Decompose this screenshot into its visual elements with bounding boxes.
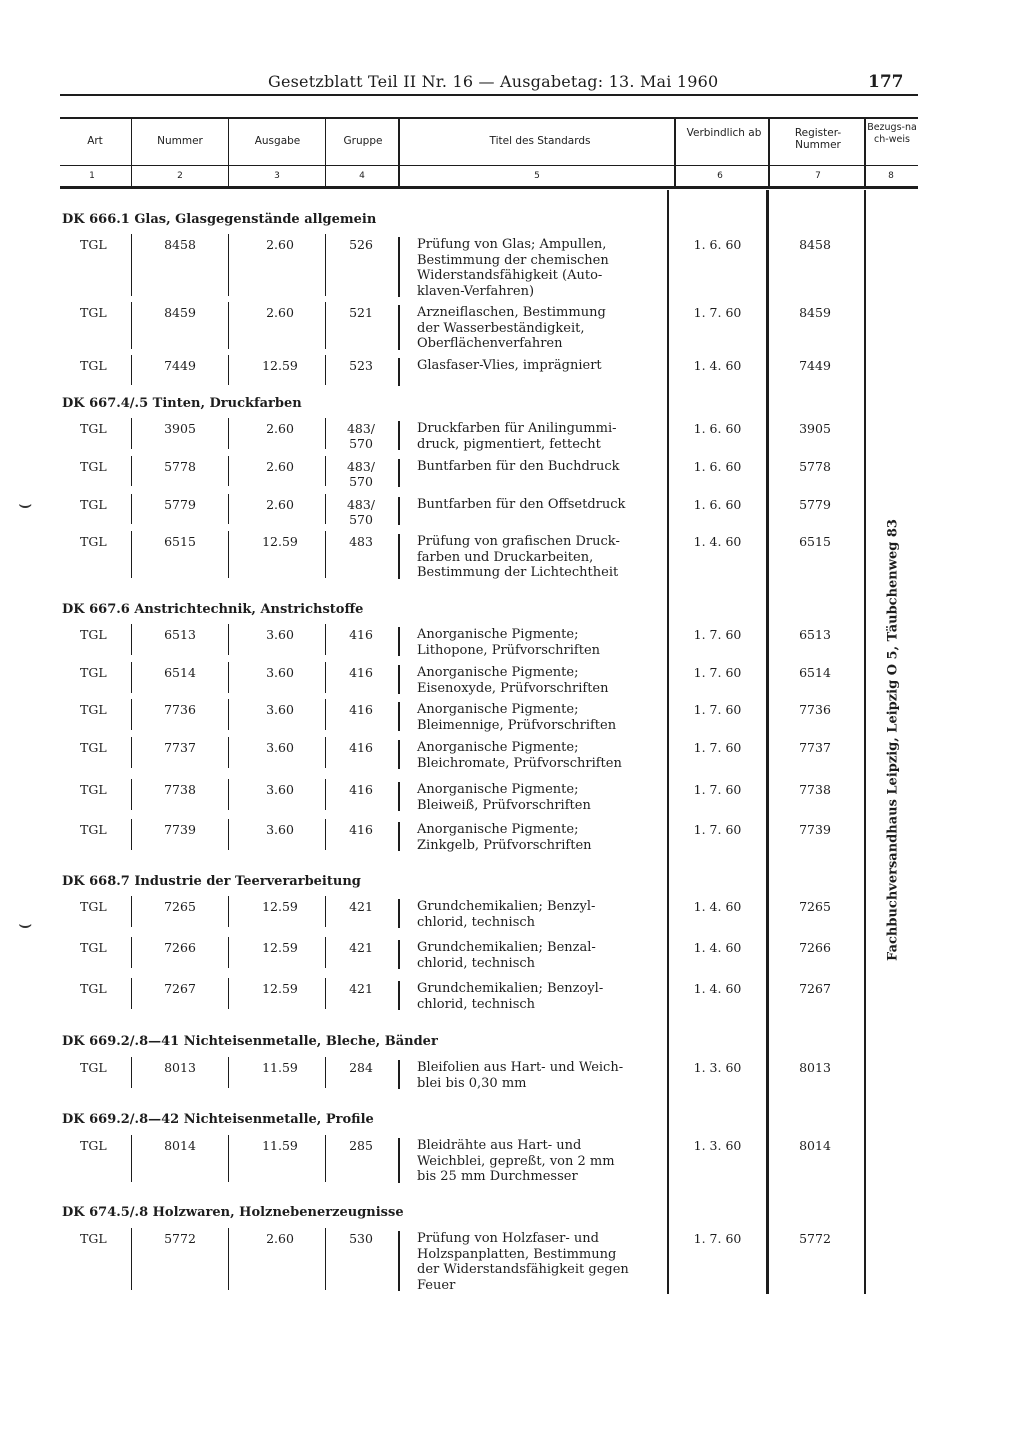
row-sep <box>398 358 400 386</box>
row-sep <box>325 624 326 655</box>
row-gruppe: 416 <box>349 665 373 680</box>
row-sep <box>131 355 132 385</box>
colhead-nummer: Nummer <box>157 135 203 147</box>
row-nummer: 6515 <box>164 534 196 549</box>
row-sep <box>228 819 229 850</box>
row-verbindlich: 1. 4. 60 <box>693 940 742 955</box>
row-sep <box>228 1057 229 1088</box>
row-art: TGL <box>80 740 107 755</box>
row-sep <box>325 819 326 850</box>
row-sep <box>228 662 229 693</box>
row-art: TGL <box>80 822 107 837</box>
row-sep <box>131 978 132 1009</box>
row-gruppe: 416 <box>349 740 373 755</box>
head-sep <box>768 118 770 186</box>
row-register: 5772 <box>799 1231 831 1246</box>
row-ausgabe: 12.59 <box>262 940 298 955</box>
table-top-rule <box>60 117 918 119</box>
head-sep <box>398 118 400 186</box>
row-art: TGL <box>80 459 107 474</box>
row-sep <box>325 494 326 524</box>
row-nummer: 5778 <box>164 459 196 474</box>
row-sep <box>398 421 400 450</box>
row-sep <box>228 355 229 385</box>
row-sep <box>325 1228 326 1290</box>
row-gruppe: 416 <box>349 627 373 642</box>
row-sep <box>325 302 326 349</box>
row-sep <box>325 234 326 296</box>
row-sep <box>325 937 326 968</box>
row-sep <box>131 494 132 524</box>
row-titel: Buntfarben für den Buchdruck <box>417 459 620 474</box>
row-sep <box>228 896 229 927</box>
colnum-7: 7 <box>815 171 821 181</box>
row-sep <box>131 531 132 578</box>
row-register: 5778 <box>799 459 831 474</box>
row-sep <box>228 418 229 449</box>
row-verbindlich: 1. 6. 60 <box>693 237 742 252</box>
row-register: 8459 <box>799 305 831 320</box>
row-sep <box>228 1135 229 1182</box>
row-sep <box>398 740 400 769</box>
row-art: TGL <box>80 534 107 549</box>
row-ausgabe: 3.60 <box>266 702 294 717</box>
row-sep <box>398 899 400 928</box>
column-rule-verbindlich <box>667 190 669 1294</box>
row-nummer: 8014 <box>164 1138 196 1153</box>
row-nummer: 7265 <box>164 899 196 914</box>
row-register: 7736 <box>799 702 831 717</box>
section-heading: DK 674.5/.8 Holzwaren, Holznebenerzeugnisse <box>62 1205 404 1220</box>
row-art: TGL <box>80 899 107 914</box>
row-titel: Anorganische Pigmente; Eisenoxyde, Prüfvorschriften <box>417 665 609 696</box>
row-register: 7739 <box>799 822 831 837</box>
row-nummer: 7449 <box>164 358 196 373</box>
row-sep <box>325 779 326 810</box>
row-sep <box>131 624 132 655</box>
row-sep <box>325 896 326 927</box>
row-ausgabe: 3.60 <box>266 822 294 837</box>
row-titel: Buntfarben für den Offsetdruck <box>417 497 626 512</box>
row-sep <box>131 662 132 693</box>
row-art: TGL <box>80 782 107 797</box>
row-sep <box>228 737 229 768</box>
row-sep <box>325 456 326 486</box>
row-art: TGL <box>80 305 107 320</box>
row-ausgabe: 11.59 <box>262 1060 298 1075</box>
row-sep <box>398 1231 400 1291</box>
table-head-bottom-rule <box>60 186 918 189</box>
row-ausgabe: 2.60 <box>266 305 294 320</box>
colnum-1: 1 <box>89 171 95 181</box>
row-gruppe: 523 <box>349 358 373 373</box>
row-verbindlich: 1. 4. 60 <box>693 899 742 914</box>
colhead-gruppe: Gruppe <box>343 135 383 147</box>
colhead-titel: Titel des Standards <box>489 135 591 147</box>
header-rule <box>60 94 918 96</box>
row-art: TGL <box>80 702 107 717</box>
row-register: 8014 <box>799 1138 831 1153</box>
row-art: TGL <box>80 1060 107 1075</box>
row-verbindlich: 1. 6. 60 <box>693 497 742 512</box>
row-sep <box>398 1060 400 1089</box>
head-sep <box>864 118 866 186</box>
colhead-verbindlich: Verbindlich ab <box>686 127 762 139</box>
row-sep <box>131 937 132 968</box>
row-titel: Anorganische Pigmente; Bleichromate, Prüfvorschriften <box>417 740 622 771</box>
colhead-ausgabe: Ausgabe <box>254 135 301 147</box>
section-heading: DK 668.7 Industrie der Teerverarbeitung <box>62 874 361 889</box>
row-verbindlich: 1. 4. 60 <box>693 981 742 996</box>
row-nummer: 8459 <box>164 305 196 320</box>
row-gruppe: 521 <box>349 305 373 320</box>
row-art: TGL <box>80 358 107 373</box>
row-ausgabe: 3.60 <box>266 782 294 797</box>
row-sep <box>131 1135 132 1182</box>
row-gruppe: 421 <box>349 899 373 914</box>
row-sep <box>131 896 132 927</box>
row-art: TGL <box>80 665 107 680</box>
colnum-8: 8 <box>888 171 894 181</box>
row-verbindlich: 1. 7. 60 <box>693 1231 742 1246</box>
row-gruppe: 483/ 570 <box>346 459 376 489</box>
row-titel: Grundchemikalien; Benzyl- chlorid, technisch <box>417 899 596 930</box>
row-ausgabe: 3.60 <box>266 665 294 680</box>
row-nummer: 6513 <box>164 627 196 642</box>
row-sep <box>228 302 229 349</box>
row-ausgabe: 12.59 <box>262 534 298 549</box>
column-rule-bezugsnachweis <box>864 190 866 1294</box>
row-sep <box>398 981 400 1010</box>
row-register: 7265 <box>799 899 831 914</box>
row-art: TGL <box>80 1231 107 1246</box>
row-register: 7449 <box>799 358 831 373</box>
row-ausgabe: 12.59 <box>262 899 298 914</box>
row-gruppe: 285 <box>349 1138 373 1153</box>
row-sep <box>228 699 229 730</box>
row-verbindlich: 1. 7. 60 <box>693 740 742 755</box>
row-sep <box>228 494 229 524</box>
row-sep <box>325 978 326 1009</box>
row-gruppe: 483/ 570 <box>346 421 376 451</box>
row-titel: Bleifolien aus Hart- und Weich- blei bis 0,30 mm <box>417 1060 624 1091</box>
row-ausgabe: 11.59 <box>262 1138 298 1153</box>
row-sep <box>325 699 326 730</box>
colnum-4: 4 <box>359 171 365 181</box>
row-sep <box>228 779 229 810</box>
side-note-publisher: Fachbuchversandhaus Leipzig, Leipzig O 5, Täubchenweg 83 <box>885 519 901 961</box>
row-gruppe: 284 <box>349 1060 373 1075</box>
row-register: 6515 <box>799 534 831 549</box>
row-sep <box>398 665 400 694</box>
row-gruppe: 421 <box>349 981 373 996</box>
colnum-3: 3 <box>274 171 280 181</box>
row-verbindlich: 1. 3. 60 <box>693 1060 742 1075</box>
row-art: TGL <box>80 1138 107 1153</box>
row-sep <box>131 456 132 486</box>
row-nummer: 7738 <box>164 782 196 797</box>
row-register: 8458 <box>799 237 831 252</box>
row-titel: Anorganische Pigmente; Bleiweiß, Prüfvorschriften <box>417 782 591 813</box>
row-sep <box>131 234 132 296</box>
row-ausgabe: 3.60 <box>266 740 294 755</box>
row-sep <box>398 940 400 969</box>
row-gruppe: 416 <box>349 702 373 717</box>
row-gruppe: 421 <box>349 940 373 955</box>
colnum-2: 2 <box>177 171 183 181</box>
row-gruppe: 483/ 570 <box>346 497 376 527</box>
row-sep <box>131 418 132 449</box>
row-sep <box>325 531 326 578</box>
row-titel: Prüfung von Holzfaser- und Holzspanplatten, Bestimmung der Widerstandsfähigkeit gegen Feuer <box>417 1231 629 1293</box>
row-art: TGL <box>80 421 107 436</box>
row-register: 7266 <box>799 940 831 955</box>
row-register: 7738 <box>799 782 831 797</box>
head-sep <box>325 118 326 186</box>
row-sep <box>131 1057 132 1088</box>
row-ausgabe: 2.60 <box>266 459 294 474</box>
row-sep <box>131 302 132 349</box>
row-sep <box>325 355 326 385</box>
row-art: TGL <box>80 497 107 512</box>
row-sep <box>398 534 400 579</box>
row-titel: Prüfung von grafischen Druck- farben und Druckarbeiten, Bestimmung der Lichtechtheit <box>417 534 620 580</box>
row-gruppe: 416 <box>349 822 373 837</box>
row-register: 7737 <box>799 740 831 755</box>
head-sep <box>674 118 676 186</box>
row-sep <box>131 737 132 768</box>
row-register: 3905 <box>799 421 831 436</box>
section-heading: DK 667.4/.5 Tinten, Druckfarben <box>62 396 302 411</box>
column-rule-register <box>766 190 769 1294</box>
row-verbindlich: 1. 6. 60 <box>693 459 742 474</box>
row-nummer: 5772 <box>164 1231 196 1246</box>
row-nummer: 8013 <box>164 1060 196 1075</box>
head-sep <box>131 118 132 186</box>
row-sep <box>228 978 229 1009</box>
row-sep <box>131 1228 132 1290</box>
row-sep <box>398 822 400 851</box>
row-titel: Druckfarben für Anilingummi- druck, pigmentiert, fettecht <box>417 421 617 452</box>
row-verbindlich: 1. 7. 60 <box>693 822 742 837</box>
row-nummer: 6514 <box>164 665 196 680</box>
page-header-title: Gesetzblatt Teil II Nr. 16 — Ausgabetag: 13. Mai 1960 <box>268 72 719 91</box>
row-ausgabe: 2.60 <box>266 497 294 512</box>
margin-mark: ⌣ <box>18 912 33 937</box>
row-nummer: 7737 <box>164 740 196 755</box>
colhead-bezugsnachweis: Bezugs-nach-weis <box>867 122 917 145</box>
colnum-6: 6 <box>717 171 723 181</box>
row-gruppe: 530 <box>349 1231 373 1246</box>
row-sep <box>325 1057 326 1088</box>
row-art: TGL <box>80 981 107 996</box>
row-register: 6513 <box>799 627 831 642</box>
section-heading: DK 667.6 Anstrichtechnik, Anstrichstoffe <box>62 602 364 617</box>
row-nummer: 3905 <box>164 421 196 436</box>
row-sep <box>131 819 132 850</box>
row-sep <box>228 456 229 486</box>
row-verbindlich: 1. 7. 60 <box>693 305 742 320</box>
row-verbindlich: 1. 7. 60 <box>693 627 742 642</box>
section-heading: DK 669.2/.8—42 Nichteisenmetalle, Profile <box>62 1112 374 1127</box>
row-titel: Glasfaser-Vlies, imprägniert <box>417 358 602 373</box>
row-titel: Grundchemikalien; Benzal- chlorid, technisch <box>417 940 596 971</box>
row-ausgabe: 2.60 <box>266 1231 294 1246</box>
row-ausgabe: 2.60 <box>266 421 294 436</box>
row-verbindlich: 1. 7. 60 <box>693 782 742 797</box>
table-head-mid-rule <box>60 165 918 166</box>
row-ausgabe: 12.59 <box>262 981 298 996</box>
row-titel: Prüfung von Glas; Ampullen, Bestimmung der chemischen Widerstandsfähigkeit (Auto- klaven-Verfahren) <box>417 237 609 299</box>
row-titel: Anorganische Pigmente; Zinkgelb, Prüfvorschriften <box>417 822 592 853</box>
row-gruppe: 483 <box>349 534 373 549</box>
row-sep <box>398 305 400 350</box>
row-register: 6514 <box>799 665 831 680</box>
row-titel: Anorganische Pigmente; Bleimennige, Prüfvorschriften <box>417 702 617 733</box>
row-nummer: 5779 <box>164 497 196 512</box>
row-verbindlich: 1. 4. 60 <box>693 358 742 373</box>
row-sep <box>325 418 326 449</box>
row-ausgabe: 12.59 <box>262 358 298 373</box>
row-nummer: 7266 <box>164 940 196 955</box>
colhead-art: Art <box>87 135 103 147</box>
page-number: 177 <box>868 72 904 92</box>
row-sep <box>398 702 400 731</box>
row-gruppe: 526 <box>349 237 373 252</box>
row-nummer: 7739 <box>164 822 196 837</box>
row-ausgabe: 3.60 <box>266 627 294 642</box>
row-sep <box>228 234 229 296</box>
row-titel: Arzneiflaschen, Bestimmung der Wasserbeständigkeit, Oberflächenverfahren <box>417 305 606 351</box>
row-sep <box>398 627 400 656</box>
row-sep <box>228 937 229 968</box>
row-sep <box>228 1228 229 1290</box>
head-sep <box>228 118 229 186</box>
row-sep <box>398 237 400 297</box>
section-heading: DK 666.1 Glas, Glasgegenstände allgemein <box>62 212 377 227</box>
row-sep <box>228 531 229 578</box>
row-art: TGL <box>80 627 107 642</box>
margin-mark: ⌣ <box>18 492 33 517</box>
row-verbindlich: 1. 7. 60 <box>693 665 742 680</box>
row-verbindlich: 1. 7. 60 <box>693 702 742 717</box>
row-register: 5779 <box>799 497 831 512</box>
colhead-register: Register-Nummer <box>794 127 842 151</box>
row-sep <box>131 699 132 730</box>
row-verbindlich: 1. 6. 60 <box>693 421 742 436</box>
row-nummer: 7736 <box>164 702 196 717</box>
row-verbindlich: 1. 4. 60 <box>693 534 742 549</box>
row-sep <box>398 782 400 811</box>
row-register: 7267 <box>799 981 831 996</box>
row-register: 8013 <box>799 1060 831 1075</box>
row-sep <box>228 624 229 655</box>
row-verbindlich: 1. 3. 60 <box>693 1138 742 1153</box>
row-sep <box>325 662 326 693</box>
row-art: TGL <box>80 237 107 252</box>
row-sep <box>325 1135 326 1182</box>
row-art: TGL <box>80 940 107 955</box>
row-sep <box>398 497 400 525</box>
row-sep <box>131 779 132 810</box>
row-nummer: 8458 <box>164 237 196 252</box>
row-sep <box>398 459 400 487</box>
section-heading: DK 669.2/.8—41 Nichteisenmetalle, Bleche, Bänder <box>62 1034 438 1049</box>
colnum-5: 5 <box>534 171 540 181</box>
row-titel: Bleidrähte aus Hart- und Weichblei, gepreßt, von 2 mm bis 25 mm Durchmesser <box>417 1138 615 1184</box>
row-sep <box>325 737 326 768</box>
row-nummer: 7267 <box>164 981 196 996</box>
row-sep <box>398 1138 400 1183</box>
row-ausgabe: 2.60 <box>266 237 294 252</box>
row-titel: Grundchemikalien; Benzoyl- chlorid, technisch <box>417 981 604 1012</box>
row-gruppe: 416 <box>349 782 373 797</box>
row-titel: Anorganische Pigmente; Lithopone, Prüfvorschriften <box>417 627 601 658</box>
